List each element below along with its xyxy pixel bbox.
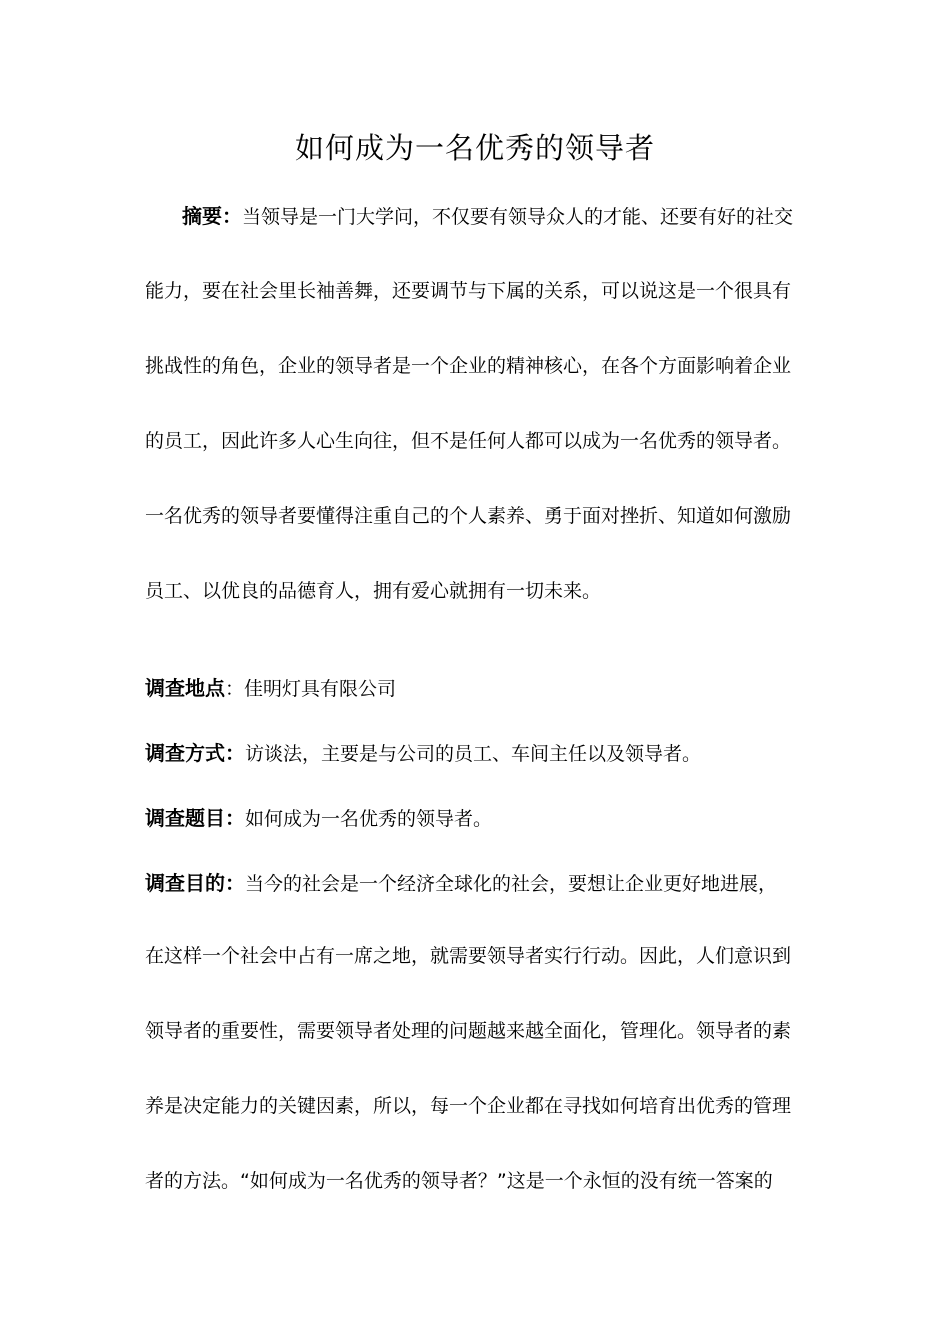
survey-topic-label: 调查题目：: [145, 806, 245, 830]
abstract-text: 当领导是一门大学问，不仅要有领导众人的才能、还要有好的社交: [242, 206, 794, 228]
survey-method-label: 调查方式：: [145, 741, 245, 765]
abstract-line-2: 能力，要在社会里长袖善舞，还要调节与下属的关系，可以说这是一个很具有: [145, 280, 792, 302]
document-title: 如何成为一名优秀的领导者: [294, 131, 655, 165]
survey-purpose-line-2: 在这样一个社会中占有一席之地，就需要领导者实行行动。因此，人们意识到: [145, 945, 792, 967]
survey-purpose-text: 当今的社会是一个经济全球化的社会，要想让企业更好地进展，: [245, 873, 778, 895]
survey-method-value: 访谈法，主要是与公司的员工、车间主任以及领导者。: [245, 743, 702, 765]
abstract-label: 摘要：: [182, 204, 242, 228]
survey-purpose-line-5: 者的方法。“如何成为一名优秀的领导者？”这是一个永恒的没有统一答案的: [145, 1170, 773, 1192]
survey-purpose-label: 调查目的：: [145, 871, 245, 895]
abstract-line-5: 一名优秀的领导者要懂得注重自己的个人素养、勇于面对挫折、知道如何激励: [145, 505, 792, 527]
survey-location-value: 佳明灯具有限公司: [244, 678, 397, 700]
survey-topic-value: 如何成为一名优秀的领导者。: [245, 808, 493, 830]
survey-method-row: [145, 740, 805, 767]
abstract-line-4: 的员工，因此许多人心生向往，但不是任何人都可以成为一名优秀的领导者。: [145, 430, 792, 452]
survey-location-label: 调查地点: [145, 676, 225, 700]
survey-purpose-line-3: 领导者的重要性，需要领导者处理的问题越来越全面化，管理化。领导者的素: [145, 1020, 792, 1042]
survey-purpose-line-4: 养是决定能力的关键因素，所以，每一个企业都在寻找如何培育出优秀的管理: [145, 1095, 792, 1117]
survey-location-separator: ：: [225, 678, 245, 700]
survey-location-row: [145, 675, 805, 702]
abstract-line-6: 员工、以优良的品德育人，拥有爱心就拥有一切未来。: [145, 580, 602, 602]
abstract-line-3: 挑战性的角色，企业的领导者是一个企业的精神核心，在各个方面影响着企业: [145, 355, 792, 377]
survey-topic-row: [145, 805, 805, 832]
survey-purpose-line-1: [145, 870, 805, 897]
abstract-line-1: [182, 203, 842, 230]
